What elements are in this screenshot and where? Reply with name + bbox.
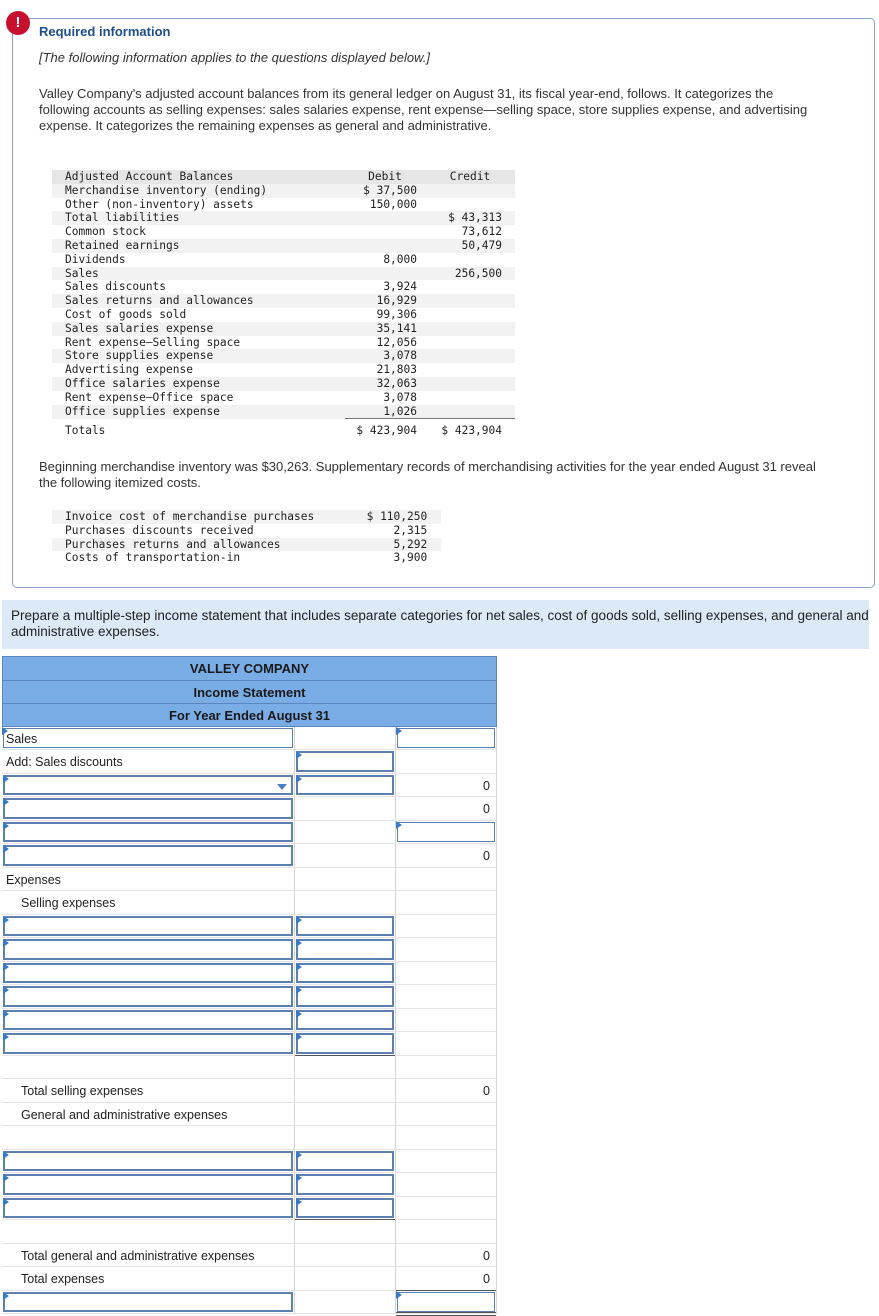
statement-title: Income Statement (2, 680, 497, 704)
totals-credit: $ 423,904 (430, 419, 515, 440)
label-cell (2, 1150, 294, 1173)
label-cell (2, 1103, 294, 1126)
total-expenses-row (2, 1267, 497, 1291)
computed-value: 0 (483, 802, 490, 816)
ga-expenses-heading-row (2, 1103, 497, 1127)
label-cell (2, 938, 294, 961)
totals-row (52, 419, 515, 440)
account-balances-table (52, 170, 515, 439)
label-cell (2, 1126, 294, 1149)
label-input[interactable] (3, 845, 293, 866)
selling-expense-amount-input[interactable] (296, 1033, 394, 1054)
amount-cell (294, 962, 395, 985)
label-cell (2, 985, 294, 1008)
dropdown-row (2, 774, 497, 798)
amount-input[interactable] (397, 822, 495, 843)
selling-expenses-label: Selling expenses (21, 896, 116, 910)
purchase-value: 2,315 (393, 523, 428, 537)
credit-value (430, 253, 515, 267)
expenses-label: Expenses (6, 872, 61, 887)
label-cell (2, 1032, 294, 1055)
selling-expense-row (2, 915, 497, 939)
account-name: Store supplies expense (52, 349, 345, 363)
totals-debit: $ 423,904 (345, 419, 430, 440)
selling-expense-row (2, 1032, 497, 1056)
amount-cell (294, 1009, 395, 1032)
credit-value: 50,479 (430, 239, 515, 253)
table-row (52, 363, 515, 377)
blank-row (2, 1220, 497, 1244)
table-row (52, 308, 515, 322)
credit-value (430, 322, 515, 336)
amount-cell (294, 750, 395, 773)
label-cell (2, 1220, 294, 1243)
total-ga-expenses-row (2, 1244, 497, 1268)
debit-value: 99,306 (376, 307, 417, 321)
required-information-title: Required information (39, 24, 171, 39)
amount-cell (294, 774, 395, 797)
amount-cell (294, 797, 395, 820)
credit-value (430, 198, 515, 212)
chevron-down-icon[interactable] (277, 784, 287, 790)
header-debit: Debit (345, 170, 430, 184)
table-row (52, 211, 515, 225)
debit-value: 1,026 (345, 405, 430, 419)
debit-value: 21,803 (376, 363, 417, 377)
purchase-label: Costs of transportation-in (65, 551, 241, 565)
amount-cell (294, 891, 395, 914)
applies-note: [The following information applies to the questions displayed below.] (39, 50, 430, 65)
label-cell (2, 868, 294, 891)
account-name: Sales discounts (65, 280, 167, 294)
purchase-value: 3,900 (393, 551, 428, 565)
debit-value: $ 37,500 (345, 184, 430, 198)
total-cell (395, 962, 497, 985)
ga-expense-row (2, 1173, 497, 1197)
selling-expense-label-input[interactable] (3, 963, 293, 984)
total-cell (395, 1244, 497, 1267)
selling-expense-label-input[interactable] (3, 1033, 293, 1054)
selling-expense-row (2, 985, 497, 1009)
label-cell (2, 1056, 294, 1079)
total-cell (395, 915, 497, 938)
double-underline (396, 1312, 496, 1316)
label-cell (2, 727, 294, 750)
sales-discounts-row (2, 750, 497, 774)
label-cell (2, 844, 294, 867)
ga-expense-label-input[interactable] (3, 1198, 293, 1219)
total-cell (395, 844, 497, 867)
debit-value: 8,000 (383, 252, 417, 266)
amount-cell (294, 868, 395, 891)
total-cell (395, 727, 497, 750)
amount-cell (294, 727, 395, 750)
blank-row (2, 1056, 497, 1080)
credit-value (430, 184, 515, 198)
table-header-row (52, 170, 515, 184)
amount-cell (294, 1220, 395, 1243)
table-row (52, 184, 515, 198)
credit-value (430, 308, 515, 322)
amount-cell (294, 1032, 395, 1055)
label-input[interactable] (3, 798, 293, 819)
table-row (52, 280, 515, 294)
total-expenses-label: Total expenses (21, 1272, 105, 1286)
selling-expenses-heading-row (2, 891, 497, 915)
amount-input[interactable] (397, 1292, 495, 1313)
account-name: Advertising expense (65, 363, 193, 377)
table-row (52, 294, 515, 308)
account-name: Total liabilities (52, 211, 345, 225)
amount-cell (294, 1244, 395, 1267)
total-cell (395, 985, 497, 1008)
header-accounts: Adjusted Account Balances (52, 170, 345, 184)
amount-cell (294, 1197, 395, 1220)
income-statement-worksheet (2, 656, 497, 1314)
input-row (2, 797, 497, 821)
expenses-heading-row (2, 868, 497, 892)
amount-cell (294, 1291, 395, 1314)
statement-period: For Year Ended August 31 (2, 703, 497, 727)
label-cell (2, 774, 294, 797)
table-row (52, 538, 441, 552)
total-cell (395, 1056, 497, 1079)
total-cell (395, 868, 497, 891)
total-cell (395, 1126, 497, 1149)
table-row (52, 551, 441, 565)
credit-value (430, 391, 515, 405)
amount-cell (294, 821, 395, 844)
selling-expense-amount-input[interactable] (296, 1010, 394, 1031)
account-name: Sales (52, 267, 345, 281)
account-name: Common stock (65, 225, 146, 239)
ga-expenses-label: General and administrative expenses (21, 1107, 228, 1122)
ga-expense-label-input[interactable] (3, 1151, 293, 1172)
purchases-table (52, 510, 441, 565)
amount-cell (294, 1103, 395, 1126)
sales-row (2, 727, 497, 751)
credit-value (430, 405, 515, 419)
input-row (2, 844, 497, 868)
total-cell (395, 1079, 497, 1102)
table-row (52, 253, 515, 267)
selling-expense-label-input[interactable] (3, 916, 293, 937)
amount-cell (294, 915, 395, 938)
total-cell (395, 1173, 497, 1196)
label-cell (2, 891, 294, 914)
ga-expense-amount-input[interactable] (296, 1151, 394, 1172)
label-cell (2, 1197, 294, 1220)
account-name: Retained earnings (52, 239, 345, 253)
sales-label-input[interactable] (3, 728, 293, 749)
purchase-value: $ 110,250 (314, 510, 441, 524)
debit-value (345, 267, 430, 281)
amount-cell (294, 1173, 395, 1196)
label-cell (2, 1079, 294, 1102)
selling-expense-label-input[interactable] (3, 939, 293, 960)
amount-cell (294, 1150, 395, 1173)
purchase-label: Invoice cost of merchandise purchases (52, 510, 314, 524)
total-cell (395, 1267, 497, 1290)
table-row (52, 510, 441, 524)
label-cell (2, 1009, 294, 1032)
label-cell (2, 750, 294, 773)
debit-value: 3,078 (345, 349, 430, 363)
debit-value: 3,924 (383, 280, 417, 294)
ga-expense-amount-input[interactable] (296, 1198, 394, 1219)
table-row (52, 267, 515, 281)
debit-value: 32,063 (345, 377, 430, 391)
ga-expense-amount-input[interactable] (296, 1174, 394, 1195)
purchase-value: 5,292 (314, 538, 441, 552)
label-cell (2, 962, 294, 985)
computed-value: 0 (483, 778, 490, 793)
table-row (52, 225, 515, 239)
total-cell (395, 1150, 497, 1173)
label-cell (2, 1291, 294, 1314)
problem-description: Valley Company's adjusted account balances from its general ledger on August 31, its fiscal year-end, follows. It categorizes the following accounts as selling expenses: sales salaries expense, rent expense—selling space, store supplies expense, and advertising expense. It categorizes the remaining expenses as general and administrative. (39, 86, 808, 133)
account-name: Rent expense—Selling space (65, 335, 241, 349)
selling-expense-amount-input[interactable] (296, 916, 394, 937)
credit-value (430, 377, 515, 391)
blank-row (2, 1126, 497, 1150)
selling-expense-label-input[interactable] (3, 1010, 293, 1031)
total-expenses-value: 0 (483, 1272, 490, 1286)
selling-expense-amount-input[interactable] (296, 986, 394, 1007)
table-row (52, 524, 441, 538)
account-name: Rent expense—Office space (65, 390, 234, 404)
debit-value (345, 225, 430, 239)
table-row (52, 239, 515, 253)
table-row (52, 377, 515, 391)
label-cell (2, 1267, 294, 1290)
total-ga-expenses-label: Total general and administrative expenses (21, 1248, 255, 1263)
ga-expense-row (2, 1150, 497, 1174)
debit-value: 150,000 (369, 197, 417, 211)
amount-input[interactable] (296, 775, 394, 796)
total-cell (395, 1291, 497, 1314)
total-cell (395, 774, 497, 797)
credit-value: 73,612 (461, 225, 502, 239)
label-input[interactable] (3, 822, 293, 843)
credit-value: 256,500 (430, 267, 515, 281)
purchase-label: Purchases discounts received (65, 523, 254, 537)
total-cell (395, 1220, 497, 1243)
debit-value: 16,929 (345, 294, 430, 308)
task-instruction: Prepare a multiple-step income statement that includes separate categories for net sales, cost of goods sold, selling expenses, and general and administrative expenses. (2, 600, 869, 649)
amount-cell (294, 844, 395, 867)
account-select[interactable] (3, 775, 293, 796)
total-selling-expenses-row (2, 1079, 497, 1103)
input-row (2, 821, 497, 845)
label-cell (2, 915, 294, 938)
sales-label: Sales (6, 731, 38, 746)
debit-value: 3,078 (383, 390, 417, 404)
credit-value (430, 280, 515, 294)
table-row (52, 391, 515, 405)
total-cell (395, 1009, 497, 1032)
total-cell (395, 750, 497, 773)
label-cell (2, 797, 294, 820)
credit-value (430, 349, 515, 363)
alert-icon: ! (6, 11, 30, 35)
purchase-label: Purchases returns and allowances (52, 538, 314, 552)
amount-cell (294, 1079, 395, 1102)
totals-label: Totals (65, 423, 106, 437)
selling-expense-row (2, 962, 497, 986)
account-name: Office supplies expense (52, 405, 345, 419)
credit-value: $ 43,313 (430, 211, 515, 225)
ga-expense-label-input[interactable] (3, 1174, 293, 1195)
table-row (52, 349, 515, 363)
company-name: VALLEY COMPANY (2, 656, 497, 680)
label-cell (2, 821, 294, 844)
account-name: Sales returns and allowances (52, 294, 345, 308)
selling-expense-label-input[interactable] (3, 986, 293, 1007)
selling-expense-row (2, 938, 497, 962)
table-row (52, 405, 515, 419)
amount-cell (294, 1056, 395, 1079)
debit-value (345, 239, 430, 253)
table-row (52, 198, 515, 212)
amount-cell (294, 985, 395, 1008)
account-name: Dividends (65, 252, 126, 266)
total-selling-expenses-label: Total selling expenses (21, 1084, 144, 1098)
label-cell (2, 1244, 294, 1267)
add-sales-discounts-label: Add: Sales discounts (6, 755, 123, 769)
credit-value (430, 294, 515, 308)
total-cell (395, 821, 497, 844)
computed-value: 0 (483, 849, 490, 863)
header-credit: Credit (430, 170, 515, 184)
beginning-inventory-paragraph: Beginning merchandise inventory was $30,263. Supplementary records of merchandising activities for the year ended August 31 reveal the following itemized costs. (39, 459, 816, 490)
amount-cell (294, 1126, 395, 1149)
table-row (52, 336, 515, 350)
total-cell (395, 1103, 497, 1126)
selling-expense-amount-input[interactable] (296, 963, 394, 984)
debit-value: 12,056 (376, 335, 417, 349)
total-cell (395, 1032, 497, 1055)
sales-amount-input[interactable] (397, 728, 495, 749)
account-name: Sales salaries expense (52, 322, 345, 336)
debit-value: 35,141 (345, 322, 430, 336)
total-selling-expenses-value: 0 (483, 1084, 490, 1098)
selling-expense-amount-input[interactable] (296, 939, 394, 960)
amount-cell (294, 938, 395, 961)
total-cell (395, 1197, 497, 1220)
total-ga-expenses-value: 0 (483, 1248, 490, 1263)
total-cell (395, 938, 497, 961)
amount-cell (294, 1267, 395, 1290)
label-cell (2, 1173, 294, 1196)
debit-value (345, 211, 430, 225)
selling-expense-row (2, 1009, 497, 1033)
total-cell (395, 797, 497, 820)
label-input[interactable] (3, 1292, 293, 1313)
account-name: Cost of goods sold (65, 307, 187, 321)
table-row (52, 322, 515, 336)
account-name: Other (non-inventory) assets (65, 197, 254, 211)
final-input-row (2, 1291, 497, 1315)
ga-expense-row (2, 1197, 497, 1221)
credit-value (430, 336, 515, 350)
account-name: Merchandise inventory (ending) (52, 184, 345, 198)
account-name: Office salaries expense (52, 377, 345, 391)
sales-discounts-amount-input[interactable] (296, 751, 394, 772)
credit-value (430, 363, 515, 377)
total-cell (395, 891, 497, 914)
